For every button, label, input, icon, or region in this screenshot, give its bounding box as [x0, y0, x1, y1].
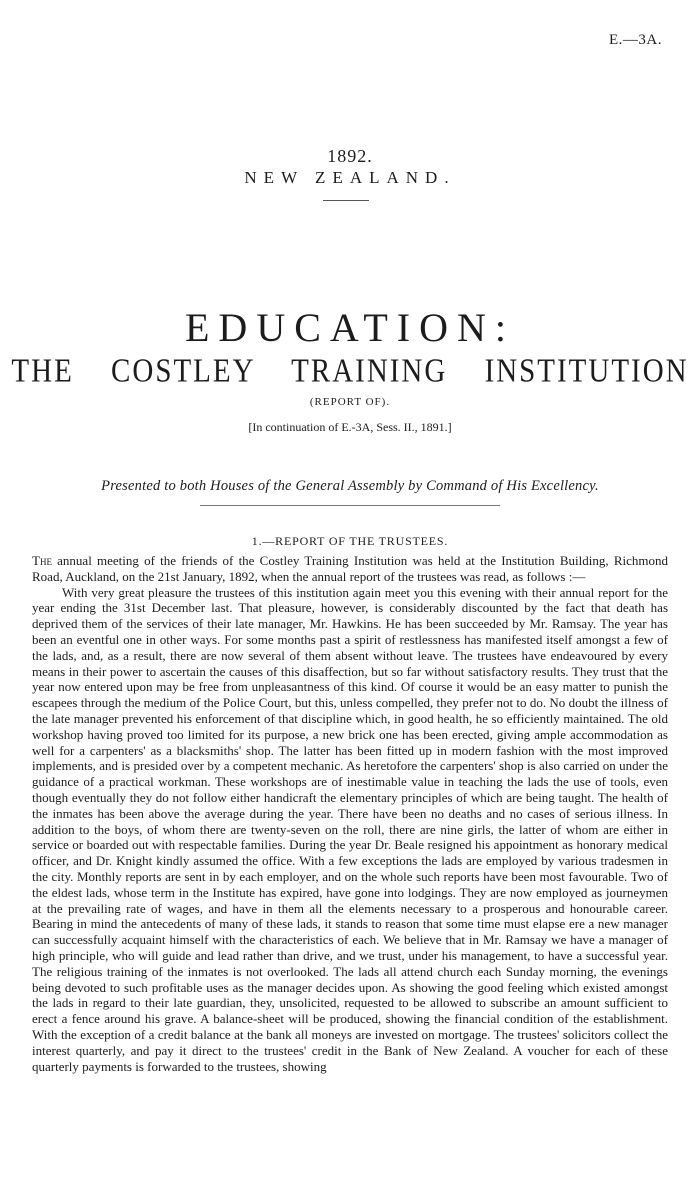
section-divider: [200, 505, 500, 506]
masthead-country: NEW ZEALAND.: [244, 168, 456, 187]
masthead-year: 1892.: [327, 146, 373, 166]
document-title: EDUCATION:: [185, 305, 515, 350]
document-subtitle: THE COSTLEY TRAINING INSTITUTION: [11, 352, 689, 390]
body-text: [32, 553, 668, 1074]
section-heading: 1.—REPORT OF THE TRUSTEES.: [251, 534, 449, 548]
intro-first-word: The: [32, 553, 52, 568]
presentation-statement: Presented to both Houses of the General Assembly by Command of His Excellency.: [101, 478, 599, 494]
masthead-divider: [323, 200, 369, 201]
intro-paragraph: [32, 553, 668, 585]
report-paragraph: With very great pleasure the trustees of this institution again meet you this evening with their annual report for the year ending the 31st December last. That pleasure, however, is considerably discounted by the fact that death has deprived them of the services of their late manager, Mr. Hawkins. He has been succeeded by Mr. Ramsay. The year has been an eventful one in other ways. For some months past a spirit of restlessness has manifested itself amongst a few of the lads, and, as a result, there are now several of them absent without leave. The trustees have endeavoured by every means in their power to ascertain the causes of this disaffection, but so far without satisfactory results. They trust that the year now entered upon may be free from unpleasantness of this kind. Of course it would be an easy matter to punish the escapees through the medium of the Police Court, but this, unless compelled, they prefer not to do. No doubt the illness of the late manager prevented his enforcement of that discipline which, in good health, he so efficiently maintained. The old workshop having proved too limited for its purpose, a new brick one has been erected, giving ample accommodation as well for a carpenters' as a blacksmiths' shop. The latter has been fitted up in modern fashion with the most improved implements, and is presided over by a competent mechanic. As heretofore the carpenters' shop is also carried on under the guidance of a practical workman. These workshops are of inestimable value in teaching the lads the use of tools, even though eventually they do not follow either handicraft the elementary principles of which are being taught. The health of the inmates has been above the average during the year. There have been no deaths and no cases of serious illness. In addition to the boys, of whom there are twenty-seven on the roll, there are nine girls, the latter of whom are either in service or boarded out with respectable families. During the year Dr. Beale resigned his appointment as honorary medical officer, and Dr. Knight kindly assumed the office. With a few exceptions the lads are employed by various tradesmen in the city. Monthly reports are sent in by each employer, and on the whole such reports have been most favourable. Two of the eldest lads, whose term in the Institute has expired, have gone into lodgings. They are now employed as journeymen at the prevailing rate of wages, and have in them all the elements necessary to a prosperous and honourable career. Bearing in mind the antecedents of many of these lads, it stands to reason that some time must elapse ere a new manager can successfully acquaint himself with the characteristics of each. We believe that in Mr. Ramsay we have a manager of high principle, who will guide and lead rather than drive, and we trust, under his management, to have a successful year. The religious training of the inmates is not overlooked. The lads all attend church each Sunday morning, the evenings being devoted to such profitable uses as the manager decides upon. As showing the good feeling which existed amongst the lads in regard to their late guardian, they, unsolicited, requested to be allowed to subscribe an amount sufficient to erect a fence around his grave. A balance-sheet will be produced, showing the financial condition of the establishment. With the exception of a credit balance at the bank all moneys are invested on mortgage. The trustees' solicitors collect the interest quarterly, and pay it direct to the trustees' credit in the Bank of New Zealand. A voucher for each of these quarterly payments is forwarded to the trustees, showing: [32, 584, 668, 1074]
intro-text: annual meeting of the friends of the Costley Training Institution was held at the Institution Building, Richmond Road, Auckland, on the 21st January, 1892, when the annual report of the trustees was read, as follows :—: [32, 553, 668, 584]
document-reference: E.—3A.: [609, 32, 662, 48]
continuation-note: [In continuation of E.-3A, Sess. II., 1891.]: [248, 420, 452, 434]
report-of-label: (REPORT OF).: [309, 396, 391, 408]
